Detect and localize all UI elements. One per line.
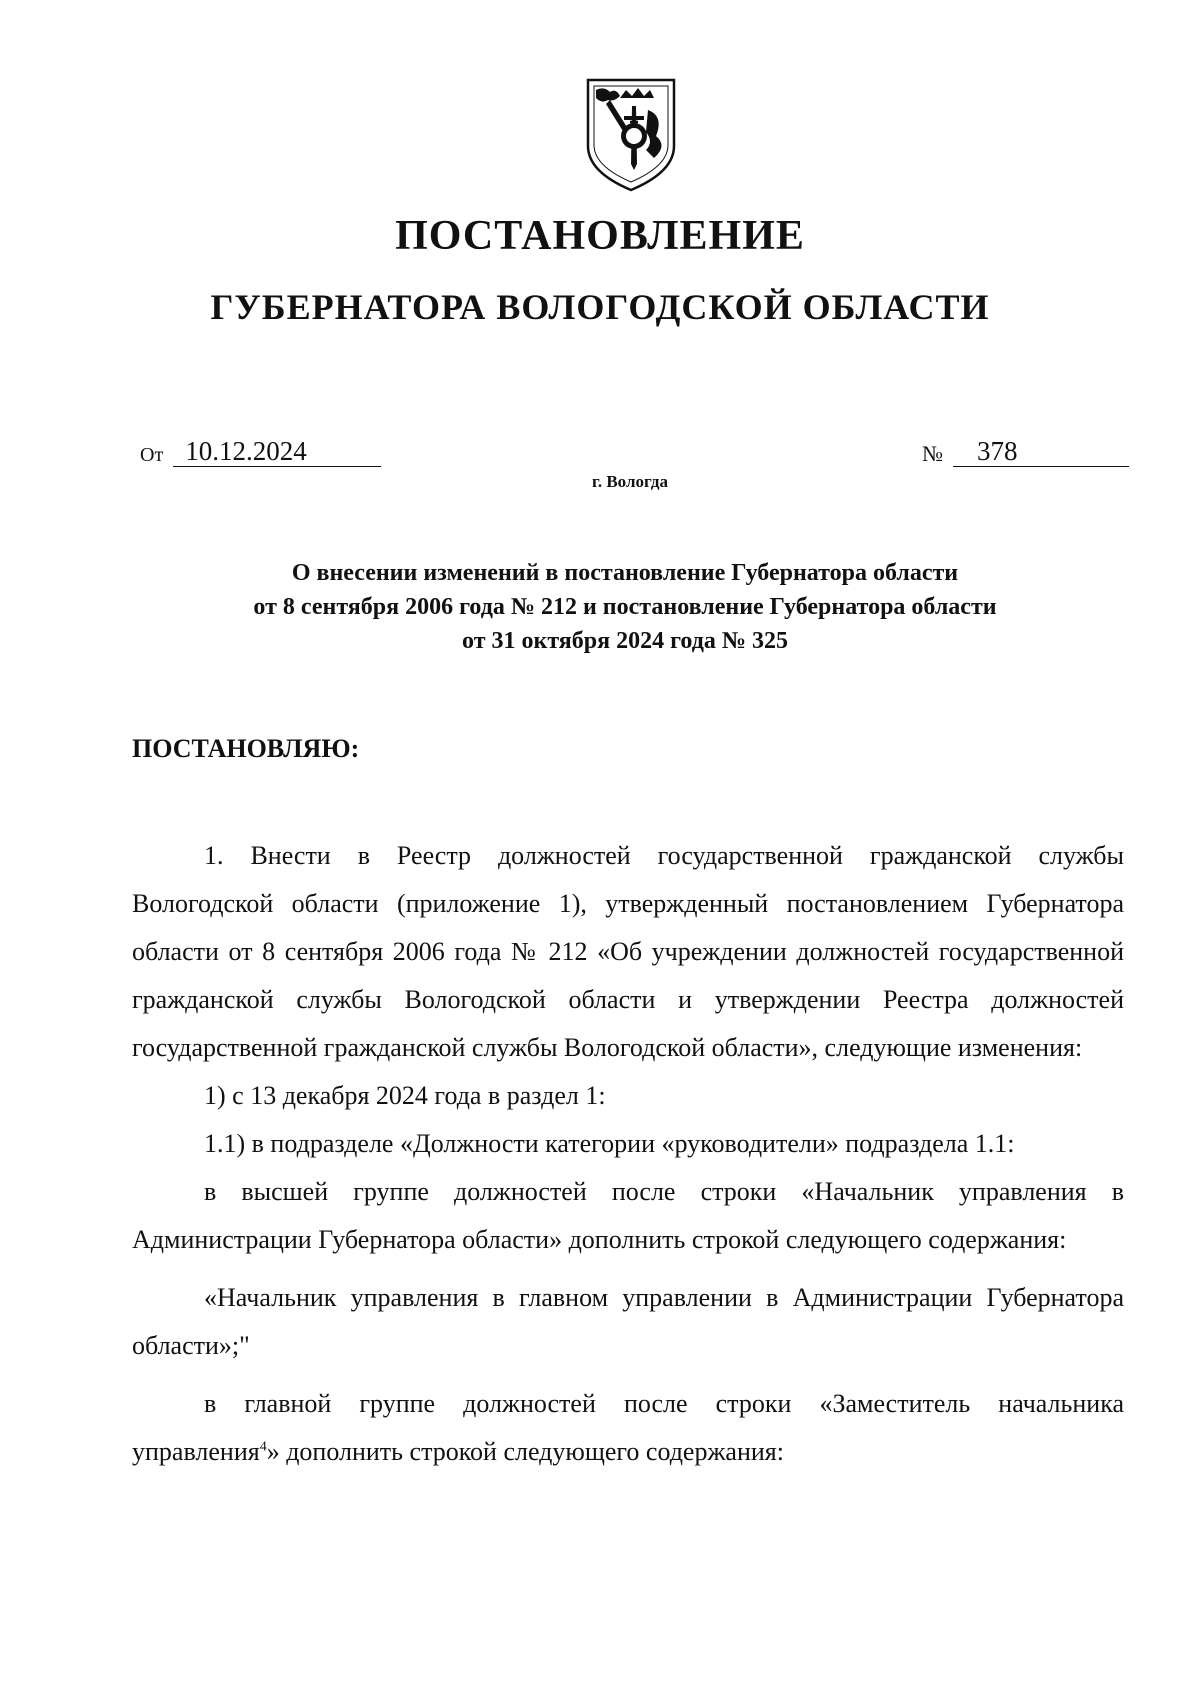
footnote-mark: 4 — [259, 1439, 267, 1455]
paragraph — [132, 1380, 1124, 1476]
coat-of-arms-icon — [584, 76, 678, 194]
subject-line: от 31 октября 2024 года № 325 — [462, 628, 788, 654]
document-body — [132, 832, 1124, 1476]
paragraph-text: в главной группе должностей после строки «Заместитель начальника управления — [132, 1389, 1124, 1466]
paragraph: «Начальник управления в главном управлении в Администрации Губернатора области»;" — [132, 1283, 1124, 1360]
date-row — [140, 436, 381, 467]
document-title: ПОСТАНОВЛЕНИЕ — [395, 213, 805, 259]
resolve-heading: ПОСТАНОВЛЯЮ: — [132, 734, 360, 763]
document-subtitle: ГУБЕРНАТОРА ВОЛОГОДСКОЙ ОБЛАСТИ — [210, 287, 990, 327]
paragraph: 1) с 13 декабря 2024 года в раздел 1: — [204, 1081, 606, 1110]
date-value: 10.12.2024 — [173, 436, 381, 467]
subject-line: О внесении изменений в постановление Губернатора области — [291, 560, 959, 586]
number-row — [922, 436, 1129, 467]
paragraph: 1.1) в подразделе «Должности категории «руководители» подраздела 1.1: — [204, 1129, 1015, 1158]
number-label: № — [922, 441, 943, 466]
paragraph: в высшей группе должностей после строки «Начальник управления в Администрации Губернатора области» дополнить строкой следующего содержания: — [132, 1177, 1124, 1254]
document-subject — [0, 556, 1200, 658]
number-value: 378 — [953, 436, 1129, 467]
city: г. Вологда — [592, 472, 668, 491]
paragraph-text: » дополнить строкой следующего содержания: — [266, 1437, 784, 1466]
paragraph: 1. Внести в Реестр должностей государственной гражданской службы Вологодской области (приложение 1), утвержденный постановлением Губернатора области от 8 сентября 2006 года № 212 «Об учреждении должностей государственной гражданской службы Вологодской области и утверждении Реестра должностей государственной гражданской службы Вологодской области», следующие изменения: — [132, 841, 1124, 1062]
subject-line: от 8 сентября 2006 года № 212 и постановление Губернатора области — [253, 594, 997, 620]
date-label: От — [140, 444, 164, 466]
